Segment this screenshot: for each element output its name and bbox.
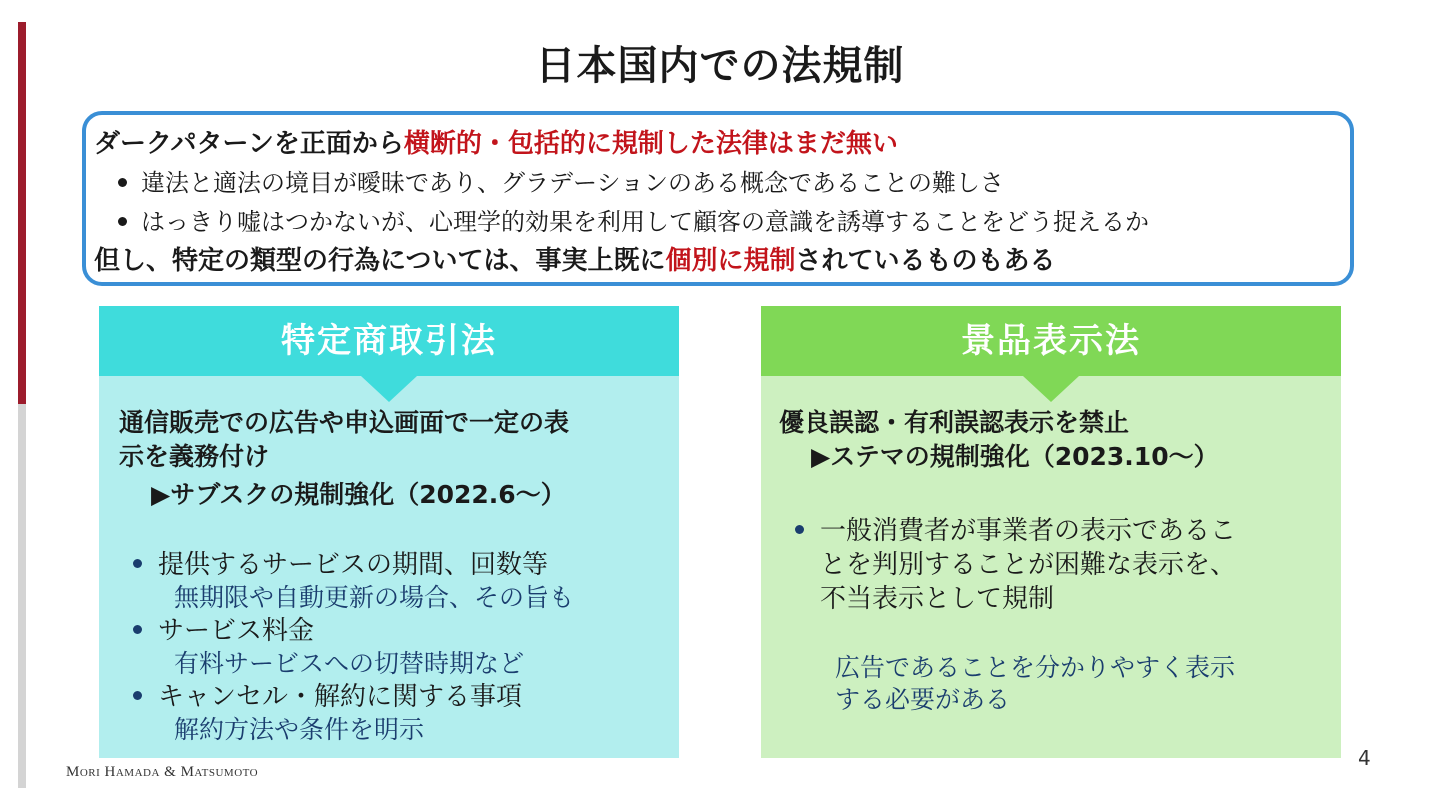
page-number: 4	[1358, 746, 1371, 770]
firm-logo-text: Mori Hamada & Matsumoto	[66, 764, 259, 780]
summary-line-4-prefix: 但し、特定の類型の行為については、事実上既に	[94, 246, 666, 276]
summary-bullet	[94, 164, 1342, 203]
panel-heading-line: 通信販売での広告や申込画面で一定の表	[119, 408, 570, 437]
firm-logo	[66, 764, 258, 781]
bullet-dot-icon	[133, 625, 142, 634]
bullet-dot-icon	[795, 525, 804, 534]
summary-line-1	[94, 125, 1342, 164]
list-item-line: 不当表示として規制	[820, 584, 1055, 614]
panel-note-line: 広告であることを分かりやすく表示	[835, 653, 1236, 682]
list-item	[795, 514, 1335, 548]
bullet-dot-icon	[133, 691, 142, 700]
list-item-line: 一般消費者が事業者の表示であるこ	[820, 516, 1237, 546]
panel-specified-commercial-transactions	[99, 306, 679, 758]
summary-bullet-text: はっきり嘘はつかないが、心理学的効果を利用して顧客の意識を誘導することをどう捉えるか	[141, 208, 1149, 236]
list-item-note: 無期限や自動更新の場合、その旨も	[174, 583, 575, 612]
summary-line-4-highlight: 個別に規制	[665, 246, 796, 276]
panel-note-line: する必要がある	[835, 685, 1011, 714]
list-item-note: 有料サービスへの切替時期など	[174, 649, 525, 678]
summary-line-4-suffix: されているものもある	[795, 246, 1056, 276]
summary-bullet	[94, 203, 1342, 242]
list-item	[133, 548, 673, 582]
list-item-line: とを判別することが困難な表示を、	[820, 550, 1237, 580]
panel-header: 特定商取引法	[99, 306, 679, 376]
summary-line-1-prefix: ダークパターンを正面から	[94, 129, 404, 159]
summary-line-1-highlight: 横断的・包括的に規制した法律はまだ無い	[403, 129, 898, 159]
side-accent-bar-grey	[18, 404, 26, 788]
bullet-dot-icon	[133, 559, 142, 568]
panel-subheading: ▶ステマの規制強化（2023.10〜）	[811, 442, 1219, 471]
bullet-dot-icon	[118, 217, 127, 226]
list-item	[133, 680, 673, 714]
summary-box	[82, 111, 1354, 286]
summary-bullet-text: 違法と適法の境目が曖昧であり、グラデーションのある概念であることの難しさ	[141, 169, 1005, 197]
list-item-note: 解約方法や条件を明示	[174, 715, 425, 744]
summary-line-4	[94, 242, 1342, 281]
down-arrow-icon	[1023, 376, 1079, 402]
panel-subheading: ▶サブスクの規制強化（2022.6〜）	[151, 480, 566, 509]
slide-title: 日本国内での法規制	[535, 43, 905, 89]
list-item	[133, 614, 673, 648]
bullet-dot-icon	[118, 178, 127, 187]
list-item-label: 提供するサービスの期間、回数等	[158, 550, 549, 580]
panel-header: 景品表示法	[761, 306, 1341, 376]
panel-heading-line: 優良誤認・有利誤認表示を禁止	[779, 408, 1130, 437]
panel-heading-line: 示を義務付け	[119, 442, 270, 471]
down-arrow-icon	[361, 376, 417, 402]
panel-premiums-representations-act	[761, 306, 1341, 758]
list-item-label: キャンセル・解約に関する事項	[158, 682, 523, 712]
list-item-label: サービス料金	[158, 616, 315, 646]
